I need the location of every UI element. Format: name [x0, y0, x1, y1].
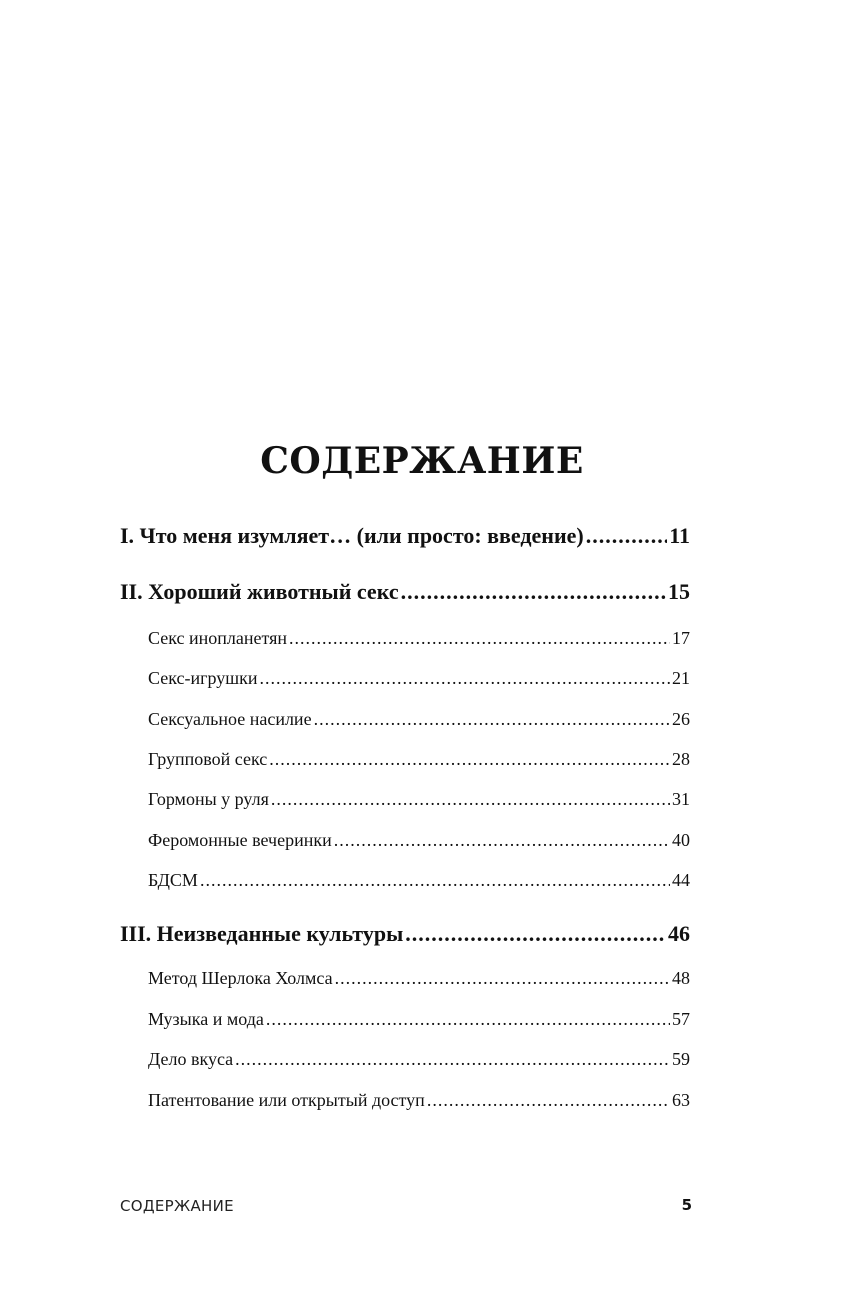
toc-chapter-label: II. Хороший животный секс [120, 579, 399, 604]
dot-leader [314, 709, 670, 730]
toc-section [148, 709, 690, 730]
toc-section [148, 830, 690, 851]
toc-section-label: Групповой секс [148, 749, 268, 769]
dot-leader [289, 628, 670, 649]
toc-section [148, 870, 690, 891]
toc-chapter-2 [120, 579, 690, 605]
toc-section-label: БДСМ [148, 870, 198, 890]
footer-page-number: 5 [681, 1196, 692, 1214]
toc-section-label: Метод Шерлока Холмса [148, 968, 333, 988]
running-footer-title: СОДЕРЖАНИЕ [120, 1197, 234, 1215]
toc-chapter-3 [120, 921, 690, 947]
toc-section [148, 789, 690, 810]
toc-page-number: 46 [668, 921, 690, 946]
toc-section [148, 1049, 690, 1070]
dot-leader [200, 870, 670, 891]
toc-page-number: 26 [672, 709, 690, 729]
toc-section-label: Секс-игрушки [148, 668, 258, 688]
toc-page-number: 40 [672, 830, 690, 850]
toc-page-number: 15 [668, 579, 690, 604]
dot-leader [271, 789, 670, 810]
toc-section [148, 968, 690, 989]
toc-page-number: 11 [669, 523, 690, 548]
toc-section [148, 668, 690, 689]
dot-leader [235, 1049, 670, 1070]
dot-leader [427, 1090, 670, 1111]
dot-leader [586, 523, 667, 549]
toc-chapter-label: I. Что меня изумляет… (или просто: введение) [120, 523, 584, 548]
toc-section-label: Дело вкуса [148, 1049, 234, 1069]
toc-section-label: Феромонные вечеринки [148, 830, 332, 850]
toc-section [148, 628, 690, 649]
toc-page-number: 48 [672, 968, 690, 988]
dot-leader [401, 579, 666, 605]
toc-page-number: 17 [672, 628, 690, 648]
toc-page-number: 44 [672, 870, 690, 890]
toc-page-number: 21 [672, 668, 690, 688]
toc-section-label: Гормоны у руля [148, 789, 269, 809]
dot-leader [335, 968, 670, 989]
toc-section-label: Секс инопланетян [148, 628, 288, 648]
toc-page-number: 31 [672, 789, 690, 809]
page-title: СОДЕРЖАНИЕ [260, 440, 584, 482]
toc-section [148, 1009, 690, 1030]
dot-leader [260, 668, 670, 689]
toc-section-label: Сексуальное насилие [148, 709, 312, 729]
toc-section-label: Музыка и мода [148, 1009, 264, 1029]
toc-page-number: 28 [672, 749, 690, 769]
toc-chapter-label: III. Неизведанные культуры [120, 921, 404, 946]
dot-leader [266, 1009, 670, 1030]
toc-section-label: Патентование или открытый доступ [148, 1090, 425, 1110]
dot-leader [269, 749, 670, 770]
toc-page-number: 59 [672, 1049, 690, 1069]
toc-page-number: 63 [672, 1090, 690, 1110]
toc-section [148, 1090, 690, 1111]
dot-leader [334, 830, 670, 851]
dot-leader [405, 921, 666, 947]
toc-page-number: 57 [672, 1009, 690, 1029]
toc-section [148, 749, 690, 770]
toc-chapter-1 [120, 523, 690, 549]
